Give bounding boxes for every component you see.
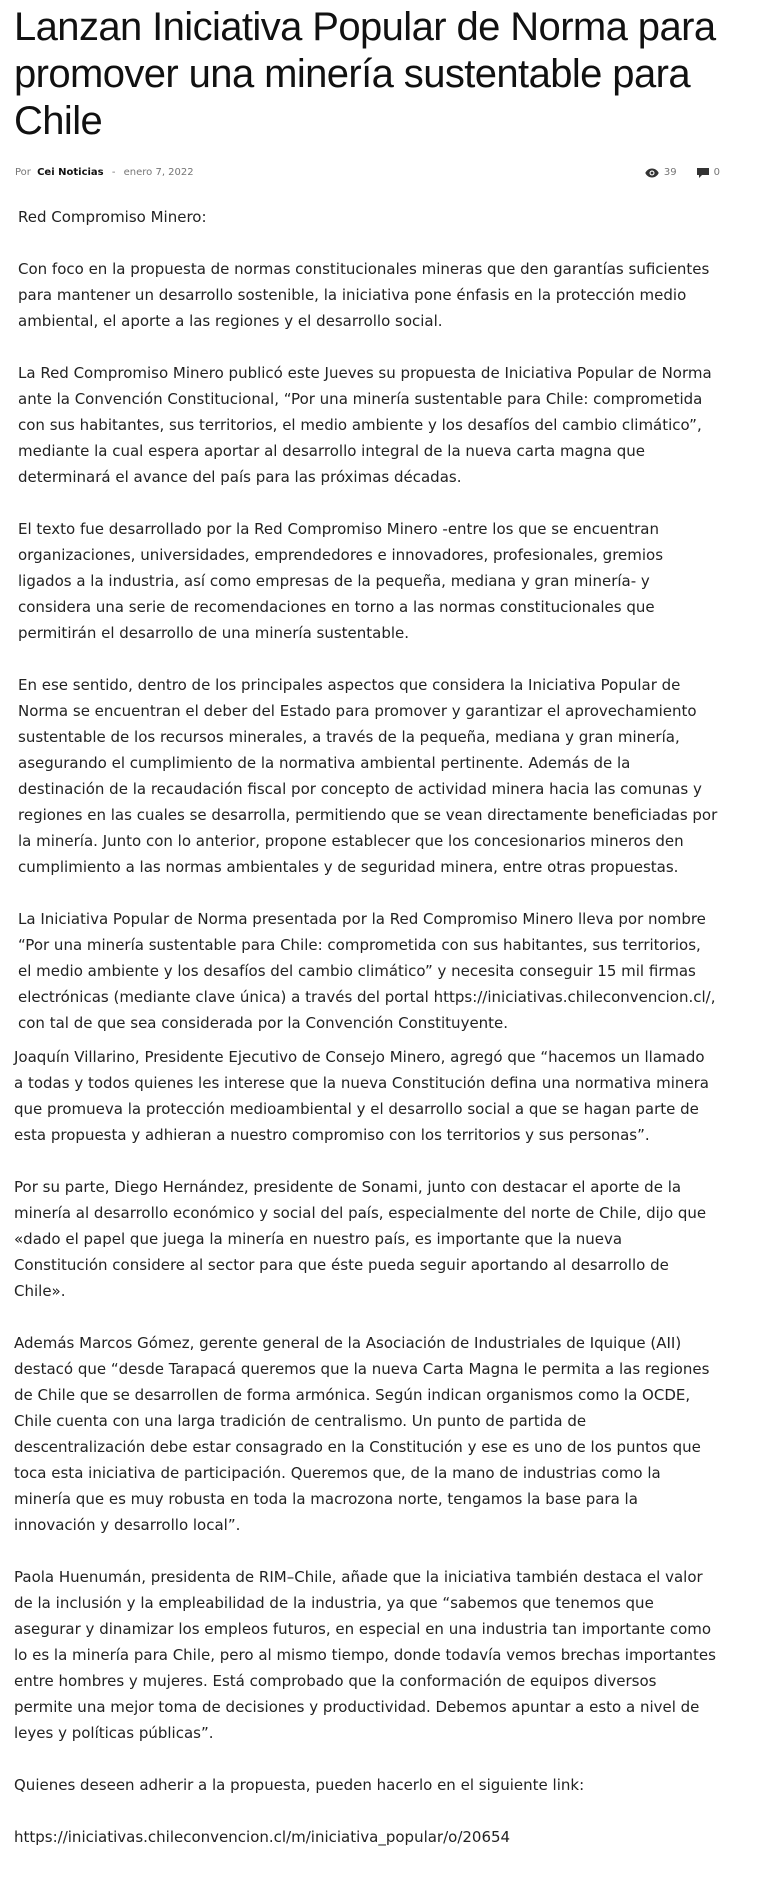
paragraph: Con foco en la propuesta de normas constitucionales mineras que den garantías suficientes para mantener un desarrollo sostenible, la iniciativa pone énfasis en la protección medio ambiental, el aporte a las regiones y el desarrollo social. bbox=[18, 260, 710, 330]
paragraph: Joaquín Villarino, Presidente Ejecutivo de Consejo Minero, agregó que “hacemos un llamado a todas y todos quienes les interese que la nueva Constitución defina una normativa minera que promueva la protección medioambiental y el desarrollo social a que se hagan parte de esta propuesta y adhieran a nuestro compromiso con los territorios y sus personas”. bbox=[14, 1048, 709, 1144]
byline-label: Por bbox=[15, 167, 31, 178]
paragraph: El texto fue desarrollado por la Red Compromiso Minero -entre los que se encuentran organizaciones, universidades, emprendedores e innovadores, profesionales, gremios ligados a la industria, así como empresas de la pequeña, mediana y gran minería- y considera una serie de recomendaciones en torno a las normas constitucionales que permitirán el desarrollo de una minería sustentable. bbox=[18, 520, 664, 642]
article-stats bbox=[625, 164, 720, 182]
petition-link[interactable]: https://iniciativas.chileconvencion.cl/m/iniciativa_popular/o/20654 bbox=[14, 1828, 511, 1846]
paragraph: Paola Huenumán, presidenta de RIM–Chile, añade que la iniciativa también destaca el valor de la inclusión y la empleabilidad de la industria, ya que “sabemos que tenemos que asegurar y dinamizar los empleos futuros, en especial en una industria tan importante como lo es la minería para Chile, pero al mismo tiempo, donde todavía vemos brechas importantes entre hombres y mujeres. Está comprobado que la conformación de equipos diversos permite una mejor toma de decisiones y productividad. Debemos apuntar a esto a nivel de leyes y políticas públicas”. bbox=[14, 1568, 716, 1742]
paragraph: Quienes deseen adherir a la propuesta, pueden hacerlo en el siguiente link: bbox=[14, 1776, 585, 1794]
paragraph-heading: Red Compromiso Minero: bbox=[18, 208, 207, 226]
comment-icon bbox=[697, 168, 709, 178]
publish-date: enero 7, 2022 bbox=[123, 167, 194, 178]
article-title: Lanzan Iniciativa Popular de Norma para promover una minería sustentable para Chile bbox=[14, 5, 716, 143]
paragraph: Por su parte, Diego Hernández, presidente de Sonami, junto con destacar el aporte de la minería al desarrollo económico y social del país, especialmente del norte de Chile, dijo que «dado el papel que juega la minería en nuestro país, es importante que la nueva Constitución considere al sector para que éste pueda seguir aportando al desarrollo de Chile». bbox=[14, 1178, 707, 1300]
comments-stat[interactable] bbox=[697, 164, 720, 182]
views-stat bbox=[645, 164, 677, 182]
paragraph: En ese sentido, dentro de los principales aspectos que considera la Iniciativa Popular de Norma se encuentran el deber del Estado para promover y garantizar el aprovechamiento sustentable de los recursos minerales, a través de la pequeña, mediana y gran minería, asegurando el cumplimiento de la normativa ambiental pertinente. Además de la destinación de la recaudación fiscal por concepto de actividad minera hacia las comunas y regiones en las cuales se desarrolla, permitiendo que se vean directamente beneficiadas por la minería. Junto con lo anterior, propone establecer que los concesionarios mineros den cumplimiento a las normas ambientales y de seguridad minera, entre otras propuestas. bbox=[18, 676, 718, 876]
paragraph: Además Marcos Gómez, gerente general de la Asociación de Industriales de Iquique (AII) destacó que “desde Tarapacá queremos que la nueva Carta Magna le permita a las regiones de Chile que se desarrollen de forma armónica. Según indican organismos como la OCDE, Chile cuenta con una larga tradición de centralismo. Un punto de partida de descentralización debe estar consagrado en la Constitución y ese es uno de los puntos que toca esta iniciativa de participación. Queremos que, de la mano de industrias como la minería que es muy robusta en toda la macrozona norte, tengamos la base para la innovación y desarrollo local”. bbox=[14, 1334, 710, 1534]
comments-count: 0 bbox=[713, 167, 720, 178]
article-body bbox=[0, 204, 762, 1850]
article-meta bbox=[15, 164, 720, 182]
views-count: 39 bbox=[663, 167, 677, 178]
paragraph: La Iniciativa Popular de Norma presentada por la Red Compromiso Minero lleva por nombre “Por una minería sustentable para Chile: comprometida con sus habitantes, sus territorios, el medio ambiente y los desafíos del cambio climático” y necesita conseguir 15 mil firmas electrónicas (mediante clave única) a través del portal https://iniciativas.chileconvencion.cl/, con tal de que sea considerada por la Convención Constituyente. bbox=[18, 910, 716, 1032]
paragraph: La Red Compromiso Minero publicó este Jueves su propuesta de Iniciativa Popular de Norma ante la Convención Constitucional, “Por una minería sustentable para Chile: comprometida con sus habitantes, sus territorios, el medio ambiente y los desafíos del cambio climático”, mediante la cual espera aportar al desarrollo integral de la nueva carta magna que determinará el avance del país para las próximas décadas. bbox=[18, 364, 712, 486]
eye-icon bbox=[645, 168, 659, 178]
meta-separator: - bbox=[111, 167, 116, 178]
author-link[interactable]: Cei Noticias bbox=[37, 167, 104, 178]
